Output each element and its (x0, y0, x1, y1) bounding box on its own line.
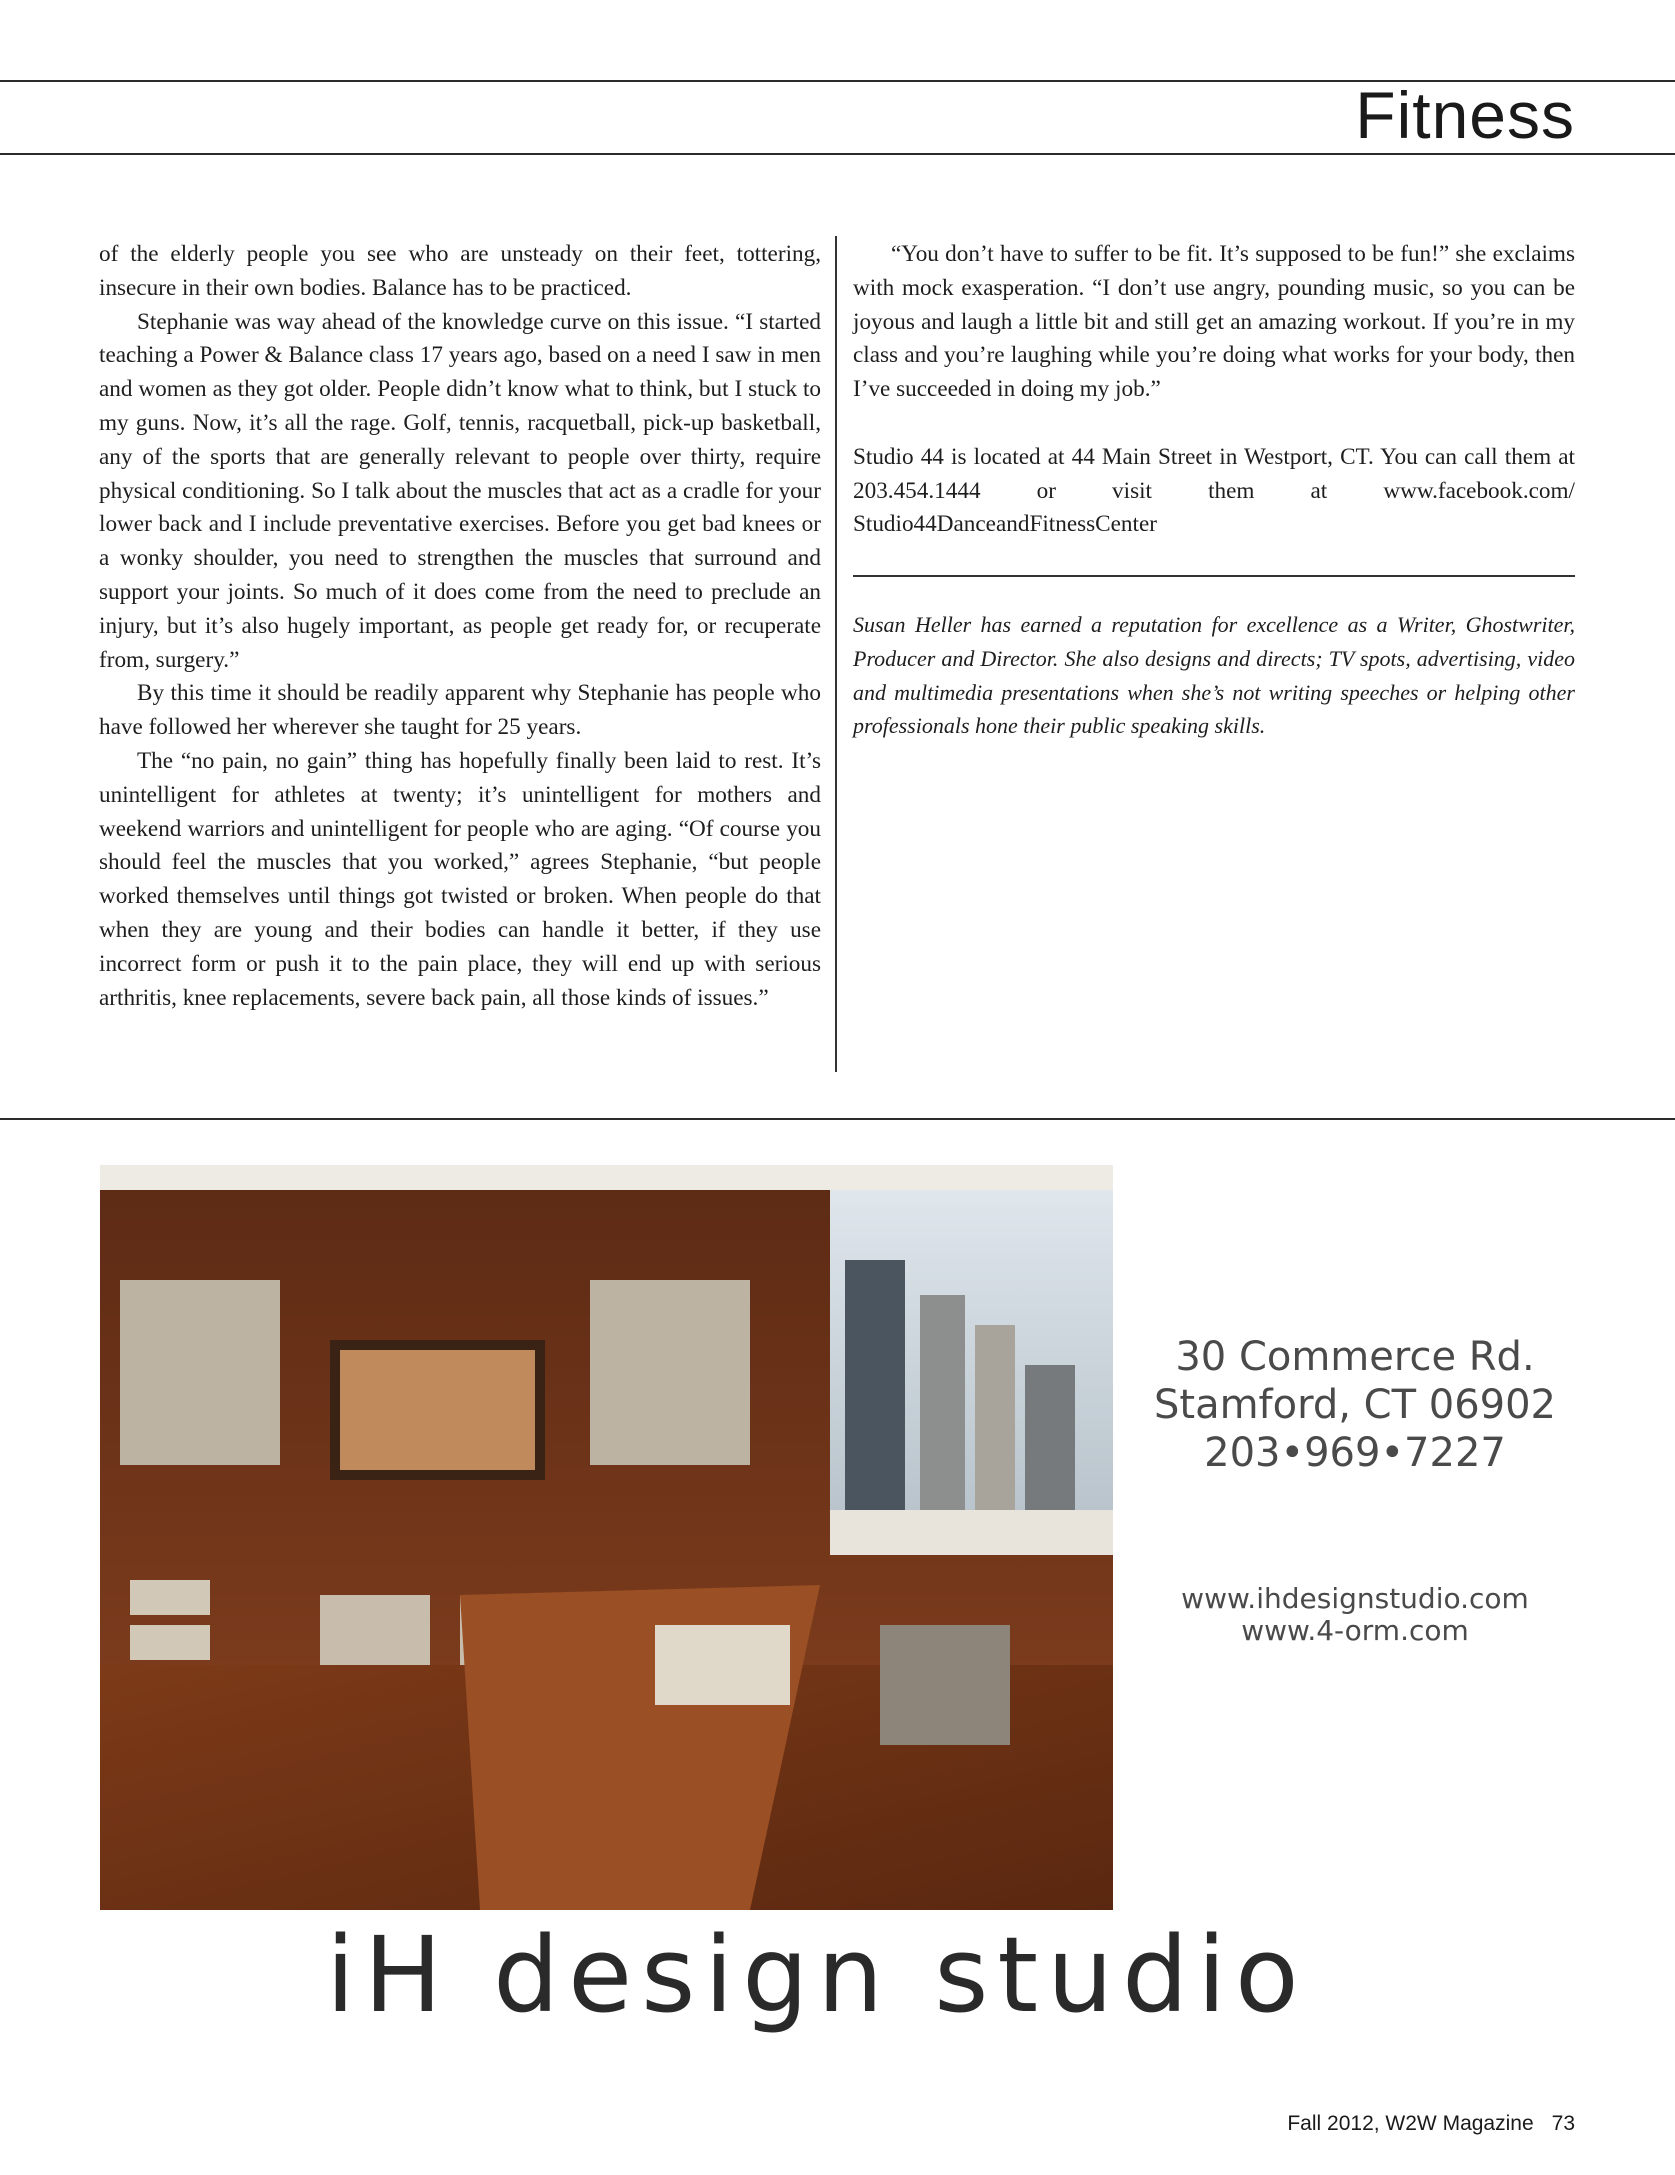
ad-address (1130, 1333, 1580, 1477)
ad-photo-interior (100, 1165, 1113, 1910)
section-title: Fitness (1355, 78, 1575, 152)
author-bio: Susan Heller has earned a reputation for excellence as a Writer, Ghostwriter, Producer and Director. She also designs and directs; TV spots, advertising, video and multimedia presentations when she’s not writing speeches or helping other professionals hone their public speaking skills. (853, 612, 1575, 739)
page-footer (1287, 2112, 1575, 2136)
page-number: 73 (1551, 2112, 1575, 2135)
article-paragraph: of the elderly people you see who are unsteady on their feet, tottering, insecure in their own bodies. Balance has to be practiced. (99, 241, 821, 301)
ad-phone: 203•969•7227 (1204, 1430, 1506, 1476)
article-paragraph: By this time it should be readily apparent why Stephanie has people who have followed her wherever she taught for 25 years. (99, 680, 821, 741)
ad-brand-name: iH design studio (326, 1914, 1308, 2036)
venue-info: Studio 44 is located at 44 Main Street in Westport, CT. You can call them at 203.454.1444 or visit them at www.facebook.com/ Studio44DanceandFitnessCenter (853, 443, 1575, 538)
ad-address-line: Stamford, CT 06902 (1154, 1382, 1556, 1428)
article-paragraph: The “no pain, no gain” thing has hopefully finally been laid to rest. It’s unintelligent for athletes at twenty; it’s unintelligent for mothers and weekend warriors and unintelligent for people who are aging. “Of course you should feel the muscles that you worked,” agrees Stephanie, “but people worked themselves until things got twisted or broken. When people do that when they are young and their bodies can handle it better, if they use incorrect form or push it to the pain place, they will end up with serious arthritis, knee replacements, severe back pain, all those kinds of issues.” (99, 747, 821, 1011)
article-paragraph: “You don’t have to suffer to be fit. It’s supposed to be fun!” she exclaims with mock exasperation. “I don’t use angry, pounding music, so you can be joyous and laugh a little bit and still get an amazing workout. If you’re in my class and you’re laughing while you’re doing what works for your body, then I’ve succeeded in doing my job.” (853, 241, 1575, 403)
bio-rule (853, 575, 1575, 577)
header-rule-bottom (0, 153, 1675, 155)
ad-website-link[interactable]: www.4-orm.com (1241, 1614, 1469, 1647)
ad-websites (1130, 1583, 1580, 1647)
issue-label: Fall 2012, W2W Magazine (1287, 2112, 1534, 2135)
ad-address-line: 30 Commerce Rd. (1175, 1334, 1535, 1380)
article-paragraph: Stephanie was way ahead of the knowledge curve on this issue. “I started teaching a Power & Balance class 17 years ago, based on a need I saw in men and women as they got older. People didn’t know what to think, but I stuck to my guns. Now, it’s all the rage. Golf, tennis, racquetball, pick-up basketball, any of the sports that are generally relevant to people over thirty, require physical conditioning. So I talk about the muscles that act as a cradle for your lower back and I include preventative exercises. Before you get bad knees or a wonky shoulder, you need to strengthen the muscles that surround and support your joints. So much of it does come from the need to preclude an injury, but it’s also hugely important, as people get ready for, or recuperate from, surgery.” (99, 308, 821, 673)
column-divider (835, 236, 837, 1072)
article-column-right (853, 238, 1575, 542)
article-column-left (99, 238, 821, 1015)
ad-website-link[interactable]: www.ihdesignstudio.com (1181, 1582, 1529, 1615)
ad-separator-rule (0, 1118, 1675, 1120)
